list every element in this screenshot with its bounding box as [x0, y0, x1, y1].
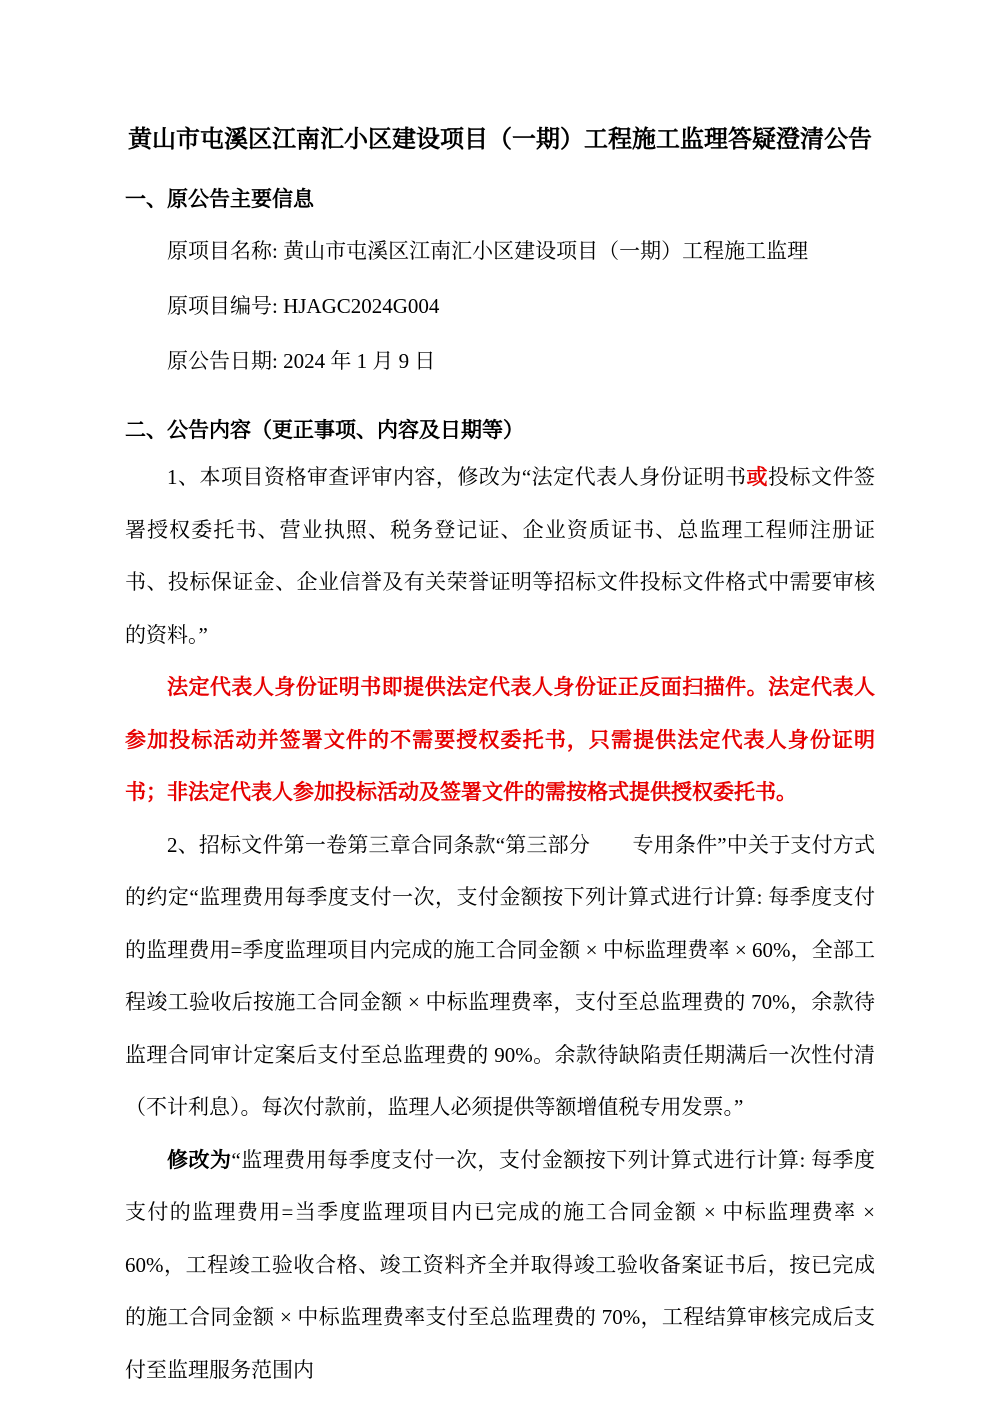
paragraph-item-1: [125, 451, 875, 661]
field-announcement-date: [125, 334, 875, 389]
field-project-number-label: 原项目编号:: [167, 294, 278, 318]
paragraph-item-2-revision: [125, 1134, 875, 1397]
item-1-text-after-emphasis: 投标文件签署授权委托书、营业执照、税务登记证、企业资质证书、总监理工程师注册证书、投标保证金、企业信誉及有关荣誉证明等招标文件投标文件格式中需要审核的资料。”: [125, 465, 876, 647]
section-content-heading: 二、公告内容（更正事项、内容及日期等）: [125, 418, 524, 442]
item-1-text-before-emphasis: 1、本项目资格审查评审内容，修改为“法定代表人身份证明书: [167, 465, 747, 489]
field-project-name-label: 原项目名称:: [167, 239, 278, 263]
field-announcement-date-value: 2024 年 1 月 9 日: [283, 349, 436, 373]
paragraph-clarification-red: 法定代表人身份证明书即提供法定代表人身份证正反面扫描件。法定代表人参加投标活动并签署文件的不需要授权委托书，只需提供法定代表人身份证明书；非法定代表人参加投标活动及签署文件的需按格式提供授权委托书。: [125, 675, 875, 804]
item-1-red-emphasis: 或: [746, 465, 769, 489]
paragraph-item-2: 2、招标文件第一卷第三章合同条款“第三部分 专用条件”中关于支付方式的约定“监理费用每季度支付一次，支付金额按下列计算式进行计算: 每季度支付的监理费用=季度监理项目内完成的施工合同金额 × 中标监理费率 × 60%，全部工程竣工验收后按施工合同金额 × 中标监理费率，支付至总监理费的 70%，余款待监理合同审计定案后支付至总监理费的 90%。余款待缺陷责任期满后一次性付清（不计利息）。每次付款前，监理人必须提供等额增值税专用发票。”: [125, 832, 875, 1119]
section-original-heading: 一、原公告主要信息: [125, 187, 314, 211]
original-info-list: [125, 224, 875, 389]
revision-lead-in: 修改为: [167, 1147, 232, 1172]
field-project-name-value: 黄山市屯溪区江南汇小区建设项目（一期）工程施工监理: [283, 239, 809, 263]
field-project-name: [125, 224, 875, 279]
field-announcement-date-label: 原公告日期:: [167, 349, 278, 373]
field-project-number-value: HJAGC2024G004: [283, 294, 440, 318]
announcement-body: [125, 451, 875, 1396]
revision-text: “监理费用每季度支付一次，支付金额按下列计算式进行计算: 每季度支付的监理费用=当季度监理项目内已完成的施工合同金额 × 中标监理费率 × 60%，工程竣工验收合格、竣工资料齐全并取得竣工验收备案证书后，按已完成的施工合同金额 × 中标监理费率支付至总监理费的 70%，工程结算审核完成后支付至监理服务范围内: [125, 1147, 876, 1382]
document-title: 黄山市屯溪区江南汇小区建设项目（一期）工程施工监理答疑澄清公告: [128, 127, 872, 153]
field-project-number: [125, 279, 875, 334]
